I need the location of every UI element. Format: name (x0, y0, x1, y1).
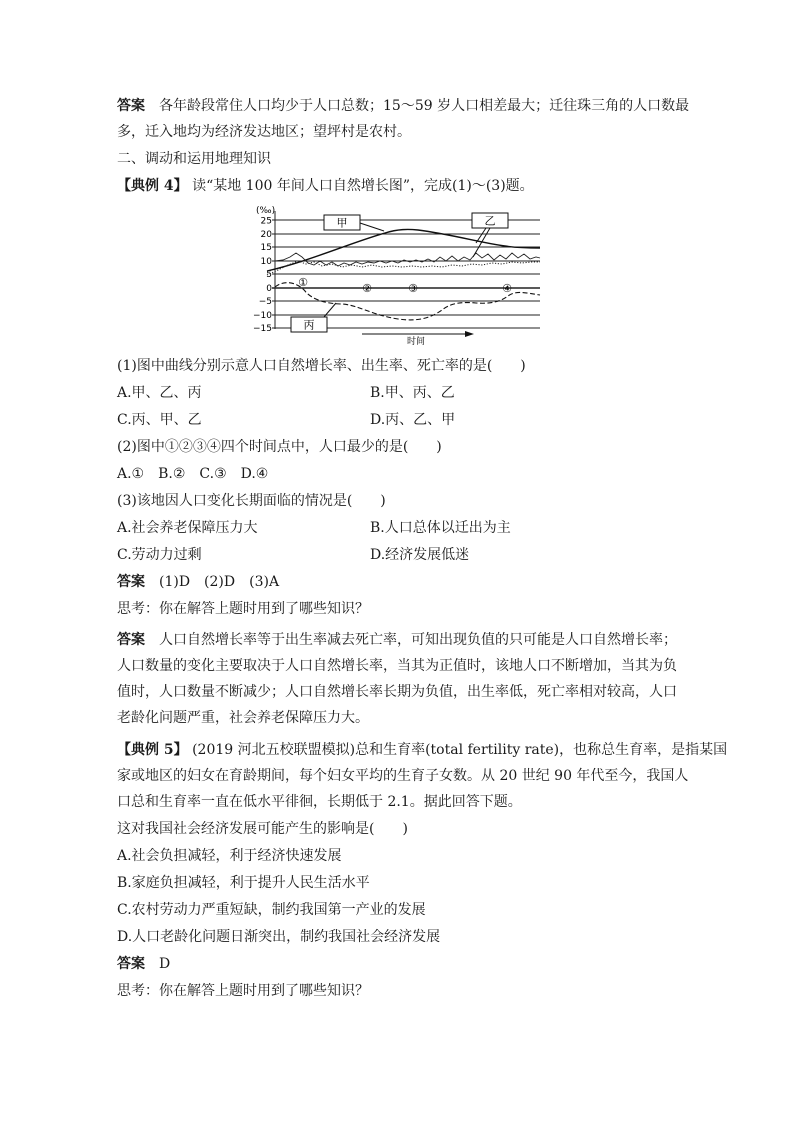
example4-explain-line-2: 人口数量的变化主要取决于人口自然增长率，当其为正值时，该地人口不断增加，当其为负 (117, 658, 677, 674)
example5-question: 这对我国社会经济发展可能产生的影响是( ) (117, 821, 408, 837)
y-tick-label: −5 (258, 297, 272, 307)
q3-stem: (3)该地因人口变化长期面临的情况是( ) (117, 493, 386, 509)
time-point-2: ② (362, 282, 372, 295)
q1-option-a: A.甲、乙、丙 (117, 385, 202, 401)
q1-option-d: D.丙、乙、甲 (370, 412, 456, 428)
example5-option-a: A.社会负担减轻，利于经济快速发展 (117, 848, 342, 864)
y-tick-label: −15 (253, 324, 272, 334)
y-tick-label: 25 (260, 216, 272, 227)
explain-text: 人口自然增长率等于出生率减去死亡率，可知出现负值的只可能是人口自然增长率； (159, 632, 677, 648)
answer-label: 答案 (117, 98, 145, 114)
example5-line-3: 口总和生育率一直在低水平徘徊，长期低于 2.1。据此回答下题。 (117, 794, 522, 810)
intro-answer-text-1: 各年龄段常住人口均少于人口总数；15～59 岁人口相差最大；迁往珠三角的人口数最 (159, 98, 690, 114)
example4-tag: 【典例 4】 (117, 178, 188, 194)
label-yi: 乙 (484, 214, 496, 228)
q3-option-c: C.劳动力过剩 (117, 547, 202, 563)
time-point-3: ③ (408, 282, 418, 295)
example5-answer: D (159, 956, 171, 972)
example5-option-d: D.人口老龄化问题日渐突出，制约我国社会经济发展 (117, 929, 441, 945)
q1-option-c: C.丙、甲、乙 (117, 412, 202, 428)
population-growth-figure (250, 203, 545, 345)
curve-yi (275, 253, 540, 266)
y-tick-label: 5 (266, 270, 272, 280)
y-tick-label: 20 (260, 230, 272, 240)
example4-think-prompt: 思考：你在解答上题时用到了哪些知识？ (117, 601, 369, 617)
intro-answer-line-1 (117, 96, 689, 116)
answer-label: 答案 (117, 574, 145, 590)
q2-options: A.① B.② C.③ D.④ (117, 466, 269, 482)
example4-answer-line (117, 572, 279, 592)
q3-option-b: B.人口总体以迁出为主 (370, 520, 511, 536)
label-jia: 甲 (336, 216, 348, 230)
label-bing: 丙 (303, 318, 315, 332)
answer-label: 答案 (117, 956, 145, 972)
q1-stem: (1)图中曲线分别示意人口自然增长率、出生率、死亡率的是( ) (117, 358, 526, 374)
y-tick-label: 10 (260, 257, 272, 267)
time-point-4: ④ (502, 282, 512, 295)
intro-answer-line-2: 多，迁入地均为经济发达地区；望坪村是农村。 (117, 124, 411, 140)
example4-explain-line-3: 值时，人口数量不断减少；人口自然增长率长期为负值，出生率低，死亡率相对较高，人口 (117, 684, 677, 700)
example5-answer-line (117, 954, 170, 974)
example4-prompt: 读“某地 100 年间人口自然增长图”，完成(1)～(3)题。 (192, 178, 534, 194)
example5-line-1 (117, 740, 727, 760)
example4-explain-line-4: 老龄化问题严重，社会养老保障压力大。 (117, 710, 369, 726)
q2-stem: (2)图中①②③④四个时间点中，人口最少的是( ) (117, 439, 442, 455)
example5-option-c: C.农村劳动力严重短缺，制约我国第一产业的发展 (117, 902, 426, 918)
y-tick-label: 0 (266, 284, 272, 294)
q1-option-b: B.甲、丙、乙 (370, 385, 455, 401)
time-arrow-head (465, 331, 474, 337)
example4-answer: (1)D (2)D (3)A (159, 574, 280, 590)
x-axis-label: 时间 (406, 337, 426, 345)
leader-line-yi-1 (476, 228, 486, 243)
example4-prompt-line (117, 176, 534, 196)
example5-think-prompt: 思考：你在解答上题时用到了哪些知识？ (117, 983, 369, 999)
q3-option-d: D.经济发展低迷 (370, 547, 470, 563)
example5-line-2: 家或地区的妇女在育龄期间，每个妇女平均的生育子女数。从 20 世纪 90 年代至今，我国人 (117, 768, 689, 784)
figure-unit-label: (‰) (256, 206, 276, 216)
y-tick-label: −10 (253, 311, 272, 321)
answer-label: 答案 (117, 632, 145, 648)
section-title: 二、调动和运用地理知识 (117, 151, 271, 167)
example4-explain-line-1 (117, 630, 677, 650)
example5-tag: 【典例 5】 (117, 742, 188, 758)
q3-option-a: A.社会养老保障压力大 (117, 520, 258, 536)
y-tick-label: 15 (260, 243, 272, 253)
curve-jia (267, 229, 540, 271)
time-point-1: ① (298, 276, 308, 289)
example5-option-b: B.家庭负担减轻，利于提升人民生活水平 (117, 875, 370, 891)
example5-text-1: (2019 河北五校联盟模拟)总和生育率(total fertility rate)，也称总生育率，是指某国 (192, 742, 728, 758)
leader-line-jia (360, 223, 384, 231)
